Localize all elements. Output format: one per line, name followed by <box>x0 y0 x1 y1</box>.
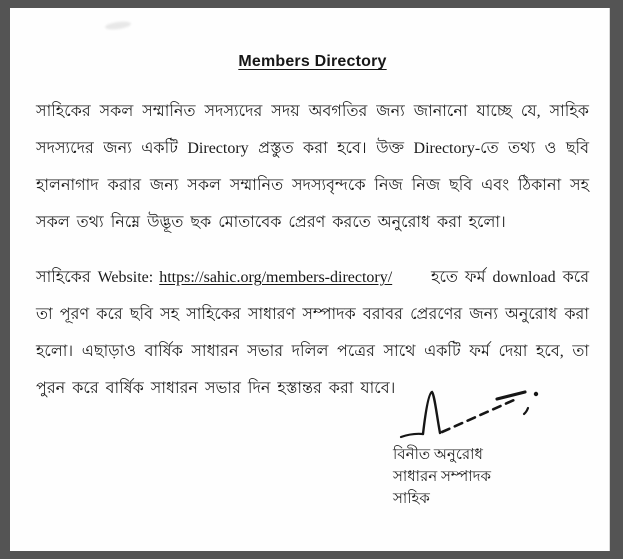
signatory-details <box>393 444 593 510</box>
signature-organization: সাহিক <box>393 491 430 507</box>
scan-smudge <box>105 20 132 31</box>
download-instruction: হতে ফর্ম download করে <box>431 269 589 286</box>
letter-paper <box>10 8 610 551</box>
paragraph-form-instructions: তা পূরণ করে ছবি সহ সাহিকের সাধারণ সম্পাদক বরাবর প্রেরণের জন্য অনুরোধ করা হলো। এছাড়াও বার্ষিক সাধারন সভার দলিল পত্রের সাথে একটি ফর্ম দেয়া হবে, তা পুরন করে বার্ষিক সাধারন সভার দিন হস্তান্তর করা যাবে। <box>36 306 589 397</box>
paragraph-intro: সাহিকের সকল সম্মানিত সদস্যদের সদয় অবগতির জন্য জানানো যাচ্ছে যে, সাহিক সদস্যদের জন্য একটি Directory প্রস্তুত করা হবে। উক্ত Directory-তে তথ্য ও ছবি হালনাগাদ করার জন্য সকল সম্মানিত সদস্যবৃন্দকে নিজ নিজ ছবি এবং ঠিকানা সহ সকল তথ্য নিম্নে উদ্ভূত ছক মোতাবেক প্রেরণ করতে অনুরোধ করা হলো। <box>36 103 589 231</box>
signature-designation: সাধারন সম্পাদক <box>393 469 491 485</box>
signature-closing: বিনীত অনুরোধ <box>393 447 483 463</box>
letter-title: Members Directory <box>238 53 387 70</box>
website-line <box>36 259 589 296</box>
website-url-link[interactable]: https://sahic.org/members-directory/ <box>159 269 393 286</box>
signature-block <box>393 388 593 510</box>
signature-scribble <box>399 388 559 442</box>
website-label: সাহিকের Website: <box>36 269 154 286</box>
